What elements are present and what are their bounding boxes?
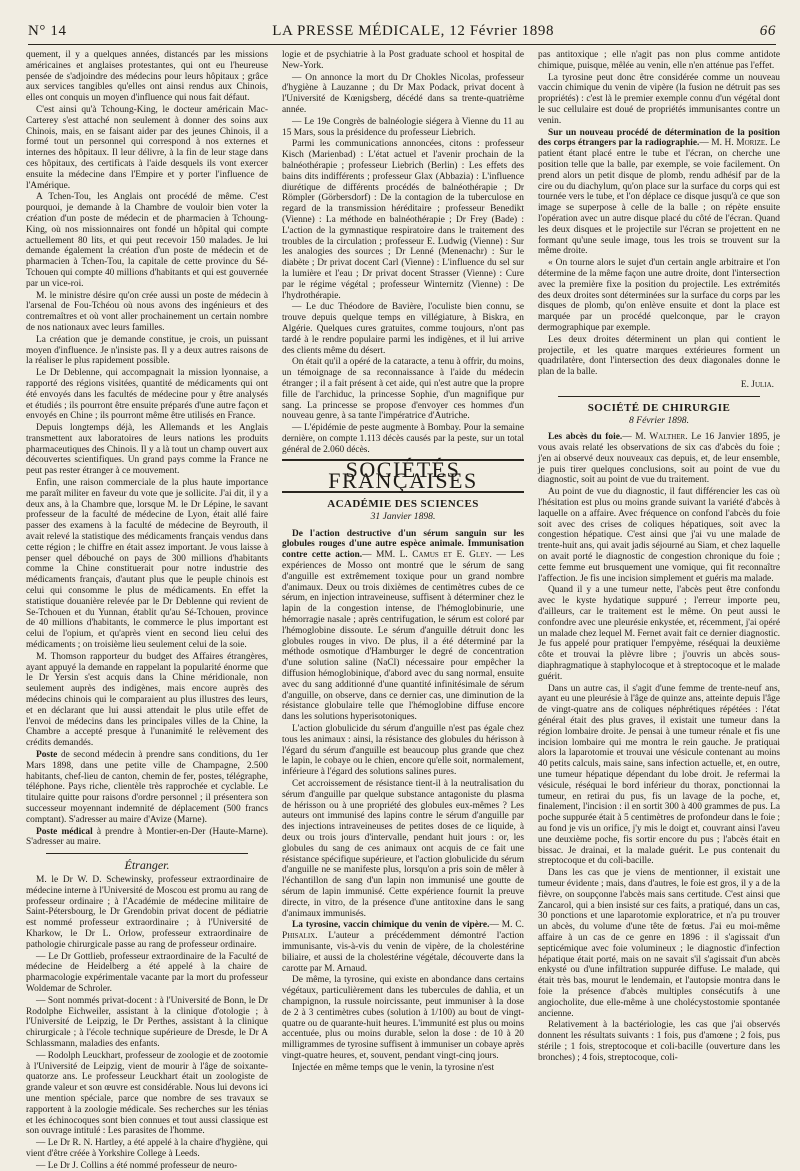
paragraph: — Le Dr R. N. Hartley, a été appelé à la chaire d'hygiène, qui vient d'être créée à Yorkshire College à Leeds. <box>26 1138 268 1159</box>
column-right <box>538 50 780 1092</box>
paragraph: — On annonce la mort du Dr Chokles Nicolas, professeur d'hygiène à Lauzanne ; du Dr Max Podack, privat docent à l'Université de Kœnigsberg, décédé dans sa trente-quatrième année. <box>282 72 524 115</box>
paragraph: Au point de vue du diagnostic, il faut différencier les cas où l'hésitation est plus ou moins grande suivant la variété d'abcès à laquelle on a affaire. Avec fréquence on confond l'abcès du foie soit avec des crises de coliques hépatiques, soit avec la congestion hépatique. C'est ainsi que j'ai vu une malade de trente-huit ans, qui avait jadis séjourné au Siam, et chez laquelle on avait porté le diagnostic de congestion chronique du foie ; cette femme eut brusquement une vomique, qui fit reconnaître l'affection. Je fis une incision simplement et guéris ma malade. <box>538 487 780 584</box>
article <box>538 128 780 258</box>
paragraph: C'est ainsi qu'à Tchoung-King, le docteur américain Mac-Carterey s'est attaché non seulement à donner des soins aux Chinois, mais, en se faisant aider par des jeunes Chinois, il a formé tout un personnel qui correspond à nos externes et internes des hôpitaux. Il leur délivre, à la fin de leur stage dans ces hôpitaux, des certificats à l'aide desquels ils vont exercer ensuite la médecine dans l'Empire et y porter l'influence de l'Amérique. <box>26 104 268 191</box>
paragraph: Le Dr Deblenne, qui accompagnait la mission lyonnaise, a rapporté des régions visitées, quantité de médicaments qui ont été envoyés dans les facultés de médecine pour y être analysés et étudiés ; ils pourront être ensuite préparés d'une autre façon et envoyés en Chine ; ils pourront même être utilisés en France. <box>26 368 268 422</box>
paragraph: — L'épidémie de peste augmente à Bombay. Pour la semaine dernière, on compte 1.113 décès causés par la peste, sur un total général de 2.060 décès. <box>282 423 524 455</box>
paragraph: logie et de psychiatrie à la Post graduate school et hospital de New-York. <box>282 50 524 71</box>
paragraph: Quand il y a une tumeur nette, l'abcès peut être confondu avec le kyste hydatique suppuré ; l'erreur importe peu, d'ailleurs, car le traitement est le même. On peut aussi le confondre avec une pleurésie enkystée, et, récemment, j'ai opéré un malade chez lequel M. Fernet avait fait ce dernier diagnostic. Je fus appelé pour pratiquer l'empyème, réséquai la deuxième côte et trouvai la plèvre libre ; j'ouvris un abcès sous-diaphragmatique à staphylocoque et à streptocoque et le malade guérit. <box>538 585 780 682</box>
article-body: Le 16 Janvier 1895, je vous avais relaté les observations de six cas d'abcès du foie ; j'en ai observé deux nouveaux cas depuis, et, de leur ensemble, je puis tirer quelques conclusions, soit au point de vue du diagnostic, soit au point de vue du traitement. <box>538 432 781 486</box>
paragraph: M. le ministre désire qu'on crée aussi un poste de médecin à l'arsenal de Fou-Tchéou où nous avons des ingénieurs et des contremaîtres et où vont aller prochainement un certain nombre de nos nationaux avec leurs familles. <box>26 290 268 333</box>
article-authors: — M. Walther. <box>622 432 688 443</box>
article <box>282 529 524 723</box>
paragraph: On était qu'il a opéré de la cataracte, a tenu à offrir, du moins, un témoignage de sa reconnaissance à l'aide du médecin étranger ; il a fait présent à cet aide, qui n'est autre que la propre fille de l'archiduc, la princesse Sophie, d'un magnifique pur sang. La princesse se propose d'envoyer ces hommes d'un nouveau genre, à sa tante l'impératrice d'Autriche. <box>282 357 524 422</box>
text-columns <box>26 50 781 1171</box>
paragraph: M. le Dr W. D. Schewinsky, professeur extraordinaire de médecine interne à l'Université de Moscou est promu au rang de professeur ordinaire ; à l'Académie de médecine militaire de Saint-Pétersbourg, le Dr Grendobin privat docent de pédiatrie est nommé professeur extraordinaire ; à l'Université de Kharkow, le Dr L. Orlow, professeur extraordinaire de pathologie chirurgicale passe au rang de professeur ordinaire. <box>26 874 268 950</box>
article-body: — Les expériences de Mosso ont montré que le sérum de sang d'anguille est extrêmement toxique pour un grand nombre d'animaux. Deux ou trois dixièmes de centimètres cubes de ce sérum, en injection intraveineuse, suffisent à déterminer chez le lapin de la congestion intense, de l'hémoglobinurie, une hémorragie nasale ; après centrifugation, le sérum est coloré par l'hémoglobine dissoute. Le sérum d'anguille détruit donc les globules rouges in vivo. De plus, il a été déterminé par la méthode osmotique d'Hamburger le degré de concentration d'une solution saline (NaCl) nécessaire pour empêcher la diffusion hémoglobinique, d'abord avec du sang normal, ensuite avec du sang additionné d'une quantité infinitésimale de sérum d'anguille, on observe, dans ce dernier cas, une diminution de la résistance globulaire telle que l'hémoglobine diffuse encore dans les solutions hyperisotoniques. <box>282 550 525 723</box>
paragraph: L'action globulicide du sérum d'anguille n'est pas égale chez tous les animaux : ainsi, la résistance des globules du hérisson à l'égard du sérum d'anguille est beaucoup plus grande que chez le lapin, le cobaye ou le chien, encore qu'elle soit, normalement, inférieure à l'égard des solutions salines pures. <box>282 724 524 778</box>
paragraph: La tyrosine peut donc être considérée comme un nouveau vaccin chimique du venin de vipère (la fusion ne détruit pas ses propriétés) : c'est là le premier exemple connu d'un végétal dont le suc cellulaire est doué de propriétés immunisantes contre un venin. <box>538 72 780 126</box>
chirurgie-date: 8 Février 1898. <box>629 414 689 426</box>
paragraph: quement, il y a quelques années, distancés par les missions américaines et anglaises protestantes, qui ont eu l'heureuse pensée de s'adjoindre des médecins pour leurs hôpitaux ; grâce aux services tangibles qu'elles ont ainsi rendus aux Chinois, elles ont conquis un moyen d'influence qui nous fait défaut. <box>26 50 268 104</box>
paragraph: Enfin, une raison commerciale de la plus haute importance me paraît militer en faveur du vote que je sollicite. J'ai dit, il y a deux ans, à la Chambre que, lorsque M. le Dr Lépine, le savant professeur de la faculté de médecine de Lyon, était allé faire passer des examens à la faculté de médecine de Beyrouth, il avait relevé la statistique des médicaments français vendus dans cette région ; le chiffre en était assez important. Je vous laisse à penser quel débouché on pays de 300 millions d'habitants comme la Chine constituerait pour notre industrie des médicaments français, d'autant plus que le peuple chinois est celui qui consomme le plus de médicaments. En effet la statistique douanière relevée par le Dr Deblenne qui revient de Se-Tchouen et du Yunnan, établit qu'au Sé-Tchouen, province de 40 millions d'habitants, le commerce le plus important est celui de l'opium, et qu'après vient en second lieu celui des médicaments ; on troisième lieu seulement celui de la soie. <box>26 478 268 651</box>
article-authors: — M. C. Phisalix. <box>282 920 524 942</box>
article <box>282 920 524 974</box>
paragraph: Dans un autre cas, il s'agit d'une femme de trente-neuf ans, ayant eu une pleurésie à l'âge de quinze ans, atteinte depuis l'âge de vingt-quatre ans de coliques néphrétiques répétées : l'état général était des plus graves, il existait une tumeur dans la région lombaire droite. Je pensai à une tumeur rénale et fis une incision lombaire qui me montra le rein gauche. Je pratiquai alors la laparotomie et trouvai une vésicule contenant au moins 40 petits calculs, mais saine, sans infection actuelle, et, en outre, une tumeur hépatique dépendant du lobe droit. Je refermai la vésicule, réséquai le bord inférieur du thorax, ponctionnai la tumeur, en retirai du pus, fis un lavage de la poche, et, finalement, l'incision : il en sortit 300 à 400 grammes de pus. La poche suppurée était à 5 centimètres de profondeur dans le foie ; au fond je vis un orifice, j'y mis le doigt et, couvrant ainsi l'aveu une deuxième poche, fis sortir encore du pus ; l'abcès était en bissac. Je drainai, et la malade guérit. Le pus contenait du streptocoque et du coli-bacille. <box>538 683 780 867</box>
page-number: 66 <box>759 23 776 39</box>
article-title: La tyrosine, vaccin chimique du venin de vipère. <box>292 920 490 931</box>
issue-number: N° 14 <box>28 23 67 39</box>
academy-date: 31 Janvier 1898. <box>370 510 436 522</box>
paragraph: « On tourne alors le sujet d'un certain angle arbitraire et l'on détermine de la même façon une autre droite, dont l'intersection avec la première fixe la position du projectile. Les extrémités des deux droites sont déterminées sur la surface du corps par les disques de plomb, qu'on enlève ensuite et dont la place est marquée par un procédé quelconque, par le crayon dermographique par exemple. <box>538 258 780 333</box>
paragraph: pas antitoxique ; elle n'agit pas non plus comme antidote chimique, puisque, mêlée au venin, elle n'en atténue pas l'effet. <box>538 50 780 71</box>
article-authors: — M. H. Morize. <box>699 138 768 149</box>
article-title: Sur un nouveau procédé de détermination de la position des corps étrangers par la radiographie. <box>538 127 780 149</box>
paragraph: La création que je demande constitue, je crois, un puissant moyen d'influence. Je n'insiste pas. Il y a deux autres raisons de la réaliser le plus rapidement possible. <box>26 334 268 367</box>
paragraph: Relativement à la bactériologie, les cas que j'ai observés donnent les résultats suivants : 1 fois, pus d'amœne ; 2 fois, pus stérile ; 1 fois, streptocoque et coli-bacille (ouverture dans les bronches) ; 4 fois, streptocoque, coli- <box>538 1020 780 1063</box>
column-left <box>26 50 268 1171</box>
paragraph: Les deux droites déterminent un plan qui contient le projectile, et les quatre marques extérieures forment un quadrilatère, dont l'intersection des deux diagonales donne le plan de la balle. <box>538 334 780 378</box>
divider <box>46 853 248 854</box>
article-body: L'auteur a précédemment démontré l'action immunisante, vis-à-vis du venin de vipère, de la cholestérine biliaire, et aussi de la cholestérine végétale, découverte dans la carotte par M. Arnaud. <box>282 931 524 974</box>
paragraph: M. Thomson rapporteur du budget des Affaires étrangères, ayant appuyé la demande en rappelant la popularité énorme que le Dr Yersin s'est acquis dans la Chine méridionale, non seulement auprès des indigènes, mais encore auprès des médecins chinois qui le comparaient au plus illustres des leurs, et en déclarant que lui aussi attendait le plus utile effet de l'envoi de médecins dans les principales villes de la Chine, la Chambre a accepté presque à l'unanimité le relèvement des crédits demandés. <box>26 651 268 749</box>
paragraph: De même, la tyrosine, qui existe en abondance dans certains végétaux, particulièrement dans les tubercules de dahlia, et un champignon, la russule noircissante, peut immuniser à la dose de 2 à 3 centimètres cubes (solution à 1/100) au bout de vingt-quatre ou de quarante-huit heures. L'immunité est plus ou moins accentuée, plus ou moins durable, selon la dose : de 10 à 20 milligrammes de tyrosine suffisent à immuniser un cobaye après vingt-quatre heures, et, souvent, pendant vingt-cinq jours. <box>282 975 524 1061</box>
academy-heading: ACADÉMIE DES SCIENCES <box>327 498 479 511</box>
paragraph: Parmi les communications annoncées, citons : professeur Kisch (Marienbad) : L'état actuel et l'avenir prochain de la balnéothérapie ; professeur Liebrich (Berlin) : Les effets des bains dits indifférents ; professeur Glax (Abbazia) : L'influence diurétique de différents procédés de balnéothérapie ; Dr Römpler (Görbersdorf) : De la contagion de la tuberculose en regard de la transmission héréditaire ; professeur Benedikt (Vienne) : La méthode en balnéothérapie ; Dr Frey (Bade) : L'action de la gymnastique respiratoire dans le traitement des troubles de la circulation ; professeur E. Ludwig (Vienne) : Sur les analogies des sources ; Dr Lenné (Menenachr) : Sur le diabète ; Dr privat docent Carl (Vienne) : L'influence du sel sur la lumière et l'eau ; Dr privat docent Strasser (Vienne) : Cure par le régime végétal ; professeur Winternitz (Vienne) : De l'hydrothérapie. <box>282 139 524 301</box>
article-title: Les abcès du foie. <box>548 432 623 443</box>
notice-body: à prendre à Montier-en-Der (Haute-Marne). S'adresser au maire. <box>26 826 268 848</box>
paragraph: — Le duc Théodore de Bavière, l'oculiste bien connu, se trouve depuis quelque temps en villégiature, à Biskra, en Algérie. Quelques cures gratuites, comme toujours, n'ont pas tardé à le rendre populaire parmi les indigènes, et il lui arrive des clients même du désert. <box>282 302 524 356</box>
paragraph: A Tchen-Tou, les Anglais ont procédé de même. C'est pourquoi, je demande à la Chambre de vouloir bien voter la création d'un poste de médecin et de pharmacien à Tchoung-King, où nos missionnaires ont fondé un hôpital qui compte actuellement 80 lits, et qui peut recevoir 150 malades. Je lui demande également la création d'un poste de médecin et de pharmacien à Tchen-Tou, la capitale de cette province du Sé-Tchouen qui compte 40 millions d'habitants et qui est gouvernée par un vice-roi. <box>26 192 268 289</box>
article <box>538 432 780 486</box>
article-authors: — MM. L. Camus et E. Gley. <box>362 550 492 561</box>
divider <box>558 396 760 397</box>
classified-notice <box>26 750 268 826</box>
paragraph: — Sont nommés privat-docent : à l'Université de Bonn, le Dr Rodolphe Eichweiler, assistant à la clinique d'otologie ; à l'Université de Leipzig, le Dr Perthes, assistant à la clinique chirurgicale ; à l'école technique supérieure de Dresde, le Dr A Schlassmann, maladies des enfants. <box>26 995 268 1049</box>
chirurgie-heading: SOCIÉTÉ DE CHIRURGIE <box>587 401 731 414</box>
paragraph: — Le 19e Congrès de balnéologie siégera à Vienne du 11 au 15 Mars, sous la présidence du professeur Liebrich. <box>282 116 524 138</box>
signature: E. Julia. <box>740 379 774 390</box>
paragraph: Injectée en même temps que le venin, la tyrosine n'est <box>292 1062 495 1073</box>
journal-title: LA PRESSE MÉDICALE, 12 Février 1898 <box>272 23 555 39</box>
page-header <box>28 18 776 45</box>
classified-notice <box>26 827 268 849</box>
notice-body: de second médecin à prendre sans conditions, du 1er Mars 1898, dans une petite ville de Champagne, 2.500 habitants, chef-lieu de canton, chemin de fer, postes, télégraphe, téléphone. Pays riche, clientèle très rapprochée et cyclable. Le titulaire quitte pour raisons d'ordre personnel ; il présentera son successeur moyennant indemnité de déplacement (500 francs comptant). S'adresser au maire d'Avize (Marne). <box>26 750 268 825</box>
notice-title: Poste <box>36 750 58 760</box>
article-body: Le patient étant placé entre le tube et l'écran, on cherche une position telle que la balle, par exemple, se voie facilement. On prend alors un petit disque de plomb, rendu adhésif par de la cire ou du diachylum, qu'on place sur la surface du corps qui est tournée vers le tube, et l'on déplace ce disque jusqu'à ce que son image se superpose à celle de la balle ; on répète ensuite l'opération avec un autre disque placé du côté de l'écran. Quand les deux disques et le projectile sur l'écran se projettent en ne formant qu'une seule image, tous les trois se trouvent sur la même droite. <box>538 138 780 257</box>
column-middle <box>282 50 524 1092</box>
paragraph: — Le Dr J. Collins a été nommé professeur de neuro- <box>36 1160 238 1171</box>
paragraph: Dans les cas que je viens de mentionner, il existait une tumeur évidente ; mais, dans d'autres, le foie est gros, il y a de la fièvre, on soupçonne l'abcès mais sans certitude. C'est ainsi que Zancarol, qui a bien insisté sur ces faits, a pratiqué, dans un cas, 30 ponctions et une laparotomie exploratrice, et n'a pu trouver un abcès, du volume d'une tête de fœtus. J'ai eu moi-même affaire à un cas de ce genre en 1896 : il s'agissait d'un septicémique avec foie volumineux ; le diagnostic d'infection hépatique était porté, mais on ne savait s'il s'agissait d'un abcès enkysté ou d'une infiltration suppurée diffuse. Le malade, qui était très bas, mourut le lendemain, et l'autopsie montra dans le foie la présence d'abcès multiples consécutifs à une angiocholite, due elle-même à une cholécystostomie spontanée ancienne. <box>538 868 780 1019</box>
article-title: De l'action destructive d'un sérum sanguin sur les globules rouges d'une autre espèce animale. Immunisation contre cette action. <box>282 528 524 561</box>
section-title-societes: SOCIÉTÉS FRANÇAISES <box>282 459 524 493</box>
paragraph: — Le Dr Gottlieb, professeur extraordinaire de la Faculté de médecine de Heidelberg a été appelé à la chaire de pharmacologie expérimentale vacante par la mort du professeur Woldemar de Schroler. <box>26 951 268 994</box>
paragraph: — Rodolph Leuckhart, professeur de zoologie et de zootomie à l'Université de Leipzig, vient de mourir à l'âge de soixante-quatorze ans. Le professeur Leuckhart était un zoologiste de grande valeur et son œuvre est considérable. Nous lui devons ici une mention spéciale, parce que nombre de ses travaux se rapportent à la zoologie médicale. Ses recherches sur les ténias et les échinocoques sont bien connues et tout aussi classique est son ouvrage intitulé : Les parasites de l'homme. <box>26 1050 268 1137</box>
notice-title: Poste médical <box>36 826 93 837</box>
paragraph: Depuis longtemps déjà, les Allemands et les Anglais transmettent aux laboratoires de leurs nations les produits pharmaceutiques des Chinois. Il y a là tout un champ ouvert aux découvertes scientifiques. Un grand pays comme la France ne peut pas rester étranger à ce mouvement. <box>26 423 268 477</box>
paragraph: Cet accroissement de résistance tient-il à la neutralisation du sérum d'anguille par quelque substance antagoniste du plasma de hérisson ou à une propriété des globules eux-mêmes ? Les auteurs ont immunisé des lapins contre le sérum d'anguille par des injections intraveineuses de petites doses de ce liquide, à deux ou trois jours d'intervalle, pendant huit jours : or, les globules du sang de ces animaux ont acquis de ce fait une résistance spécifique supérieure, et l'action globulicide du sérum d'anguille ne se manifeste plus, lorsqu'on a pris soin de mêler à l'échantillon de sang d'un lapin non immunisé une goutte de sérum de lapin immunisé. Cette expérience fournit la preuve directe, in vitro, de la présence d'une antitoxine dans le sang d'animaux immunisés. <box>282 779 524 919</box>
section-heading-etranger: Étranger. <box>124 858 170 873</box>
